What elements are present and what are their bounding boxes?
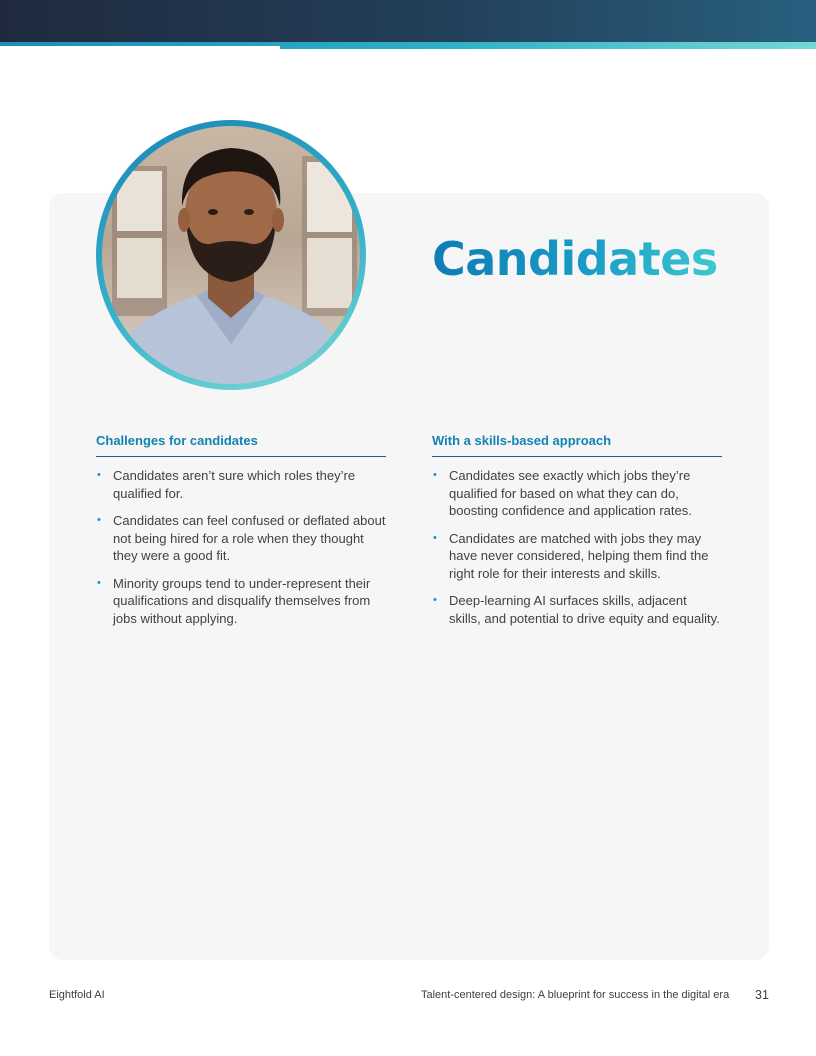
header-band	[0, 0, 816, 42]
challenges-heading: Challenges for candidates	[96, 433, 386, 457]
page-title: Candidates	[432, 232, 718, 286]
portrait-illustration	[102, 126, 360, 384]
list-item-text: Deep-learning AI surfaces skills, adjacent skills, and potential to drive equity and equality.	[449, 593, 720, 626]
portrait-frame	[96, 120, 366, 390]
bullet-icon: •	[97, 514, 101, 526]
page-number: 31	[755, 988, 769, 1002]
challenges-column	[96, 433, 386, 637]
list-item-text: Candidates see exactly which jobs they’re qualified for based on what they can do, boosting confidence and application rates.	[449, 468, 692, 518]
list-item-text: Candidates are matched with jobs they may have never considered, helping them find the right role for their interests and skills.	[449, 530, 709, 581]
skills-approach-heading: With a skills-based approach	[432, 433, 722, 457]
footer-document-title: Talent-centered design: A blueprint for success in the digital era	[421, 989, 730, 1001]
footer-brand: Eightfold AI	[49, 989, 105, 1001]
list-item	[96, 575, 386, 628]
list-item-text: Candidates aren’t sure which roles they’re qualified for.	[113, 468, 356, 501]
list-item	[432, 467, 722, 520]
list-item	[432, 530, 722, 583]
bullet-icon: •	[433, 531, 437, 544]
header-accent-notch	[0, 46, 280, 49]
bullet-icon: •	[97, 469, 101, 481]
list-item-text: Minority groups tend to under-represent their qualifications and disqualify themselves from jobs without applying.	[113, 575, 371, 626]
person-portrait-photo	[102, 126, 360, 384]
skills-approach-column	[432, 433, 722, 637]
bullet-icon: •	[97, 576, 101, 589]
challenges-list	[96, 467, 386, 627]
list-item	[96, 467, 386, 502]
list-item	[96, 512, 386, 565]
list-item-text: Candidates can feel confused or deflated about not being hired for a role when they thought they were a good fit.	[113, 513, 386, 563]
skills-approach-list	[432, 467, 722, 627]
bullet-icon: •	[433, 594, 437, 606]
list-item	[432, 592, 722, 627]
bullet-icon: •	[433, 469, 437, 481]
